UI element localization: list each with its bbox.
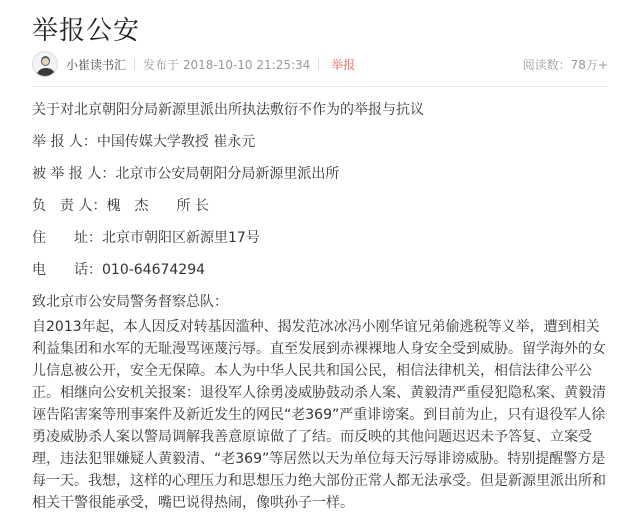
content-line: 致北京市公安局警务督察总队： [32,294,228,310]
author-name[interactable]: 小崔读书汇 [66,57,127,72]
content-paragraph: 自2013年起，本人因反对转基因滥种、揭发范冰冰冯小刚华谊兄弟偷逃税等义举，遭到相关利益集团和水军的无耻漫骂诬蔑污辱。直至发展到赤裸裸地人身安全受到威胁。留学海外的女儿信息被公开，安全无保障。本人为中华人民共和国公民，相信法律机关，相信法律公平公正。相继向公安机关报案：退役军人徐勇凌威胁鼓动杀人案、黄毅清严重侵犯隐私案、黄毅清诬告陷害案等刑事案件及新近发生的网民“老369”严重诽谤案。到目前为止，只有退役军人徐勇凌威胁杀人案以警局调解我善意原谅做了了结。而反映的其他问题迟迟未予答复、立案受理，违法犯罪嫌疑人黄毅清、“老369”等居然以天为单位每天污辱诽谤威胁。特别提醒警方是每一天。我想，这样的心理压力和思想压力绝大部份正常人都无法承受。但是新源里派出所和相关干警很能承受，嘴巴说得热闹，像哄孙子一样。 [32,319,606,511]
content-line: 电 话：010-64674294 [32,262,206,278]
publish-date: 发布于 2018-10-10 21:25:34 [143,57,311,72]
content-line: 负 责 人：槐 杰 所 长 [32,198,209,214]
article-content [32,100,608,514]
category-tag[interactable]: 举报 [331,57,356,72]
content-line: 被 举 报 人：北京市公安局朝阳分局新源里派出所 [32,166,340,182]
article-meta [32,50,608,78]
author-avatar[interactable] [32,51,58,77]
article-title: 举报公安 [32,16,141,46]
content-line: 关于对北京朝阳分局新源里派出所执法敷衍不作为的举报与抗议 [32,102,424,118]
meta-separator [318,59,319,70]
read-count: 阅读数：78万+ [522,57,608,72]
content-line: 住 址：北京市朝阳区新源里17号 [32,230,260,246]
header-divider [32,86,608,87]
content-line: 举 报 人：中国传媒大学教授 崔永元 [32,134,256,150]
meta-separator [134,59,135,70]
